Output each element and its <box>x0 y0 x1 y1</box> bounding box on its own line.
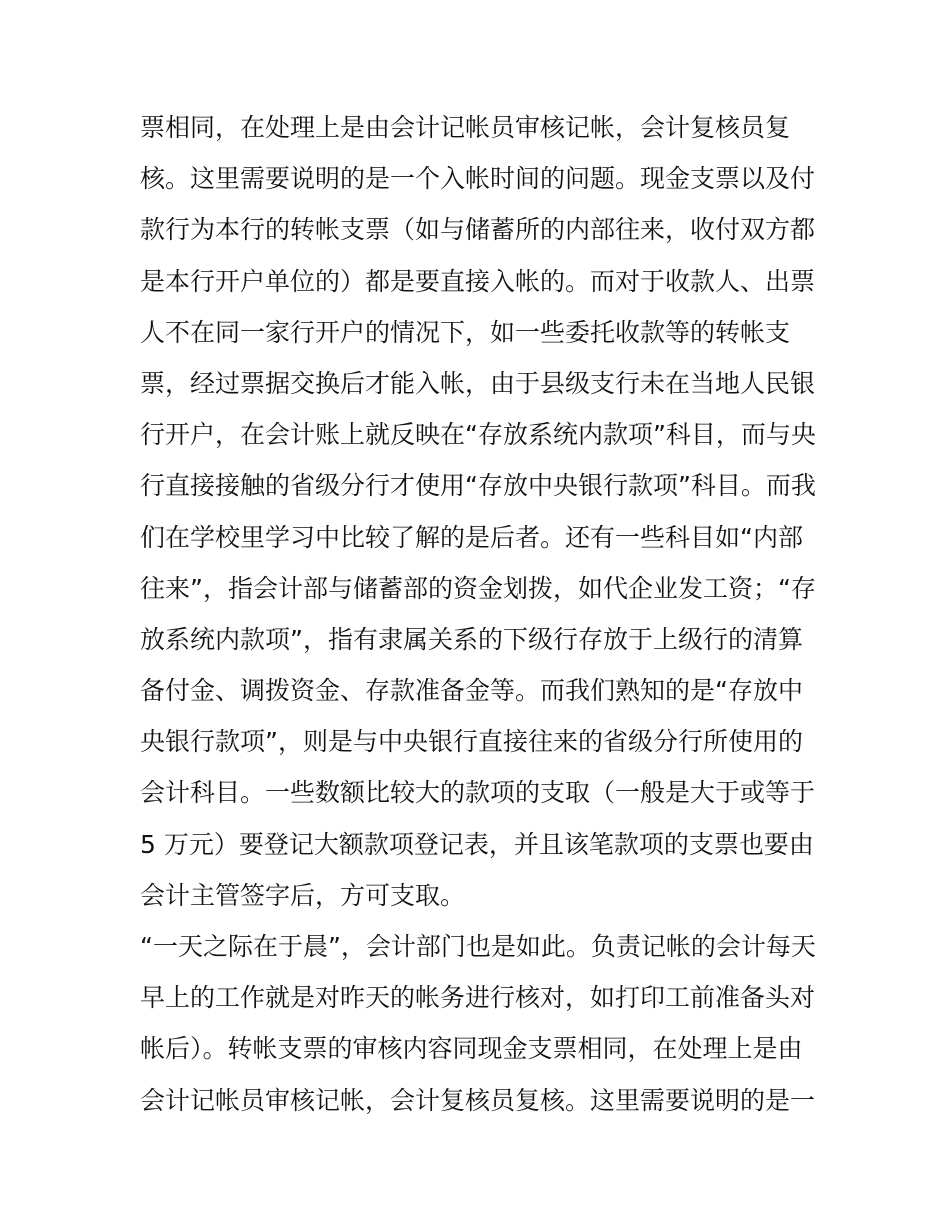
text-line: 票相同，在处理上是由会计记帐员审核记帐，会计复核员复 <box>140 113 791 142</box>
text-line: 早上的工作就是对昨天的帐务进行核对，如打印工前准备头对 <box>140 983 816 1013</box>
text-line: 行开户，在会计账上就反映在“存放系统内款项”科目，而与央 <box>140 420 816 450</box>
text-line: 放系统内款项”，指有隶属关系的下级行存放于上级行的清算 <box>140 624 803 654</box>
text-line: 是本行开户单位的）都是要直接入帐的。而对于收款人、出票 <box>140 266 816 296</box>
text-line: 往来”，指会计部与储蓄部的资金划拨，如代企业发工资；“存 <box>140 573 816 603</box>
text-line: 会计科目。一些数额比较大的款项的支取（一般是大于或等于 <box>140 778 816 808</box>
text-line: 央银行款项”，则是与中央银行直接往来的省级分行所使用的 <box>140 727 803 757</box>
text-line: 们在学校里学习中比较了解的是后者。还有一些科目如“内部 <box>140 522 803 552</box>
text-line: “一天之际在于晨”，会计部门也是如此。负责记帐的会计每天 <box>140 932 816 961</box>
body-text <box>140 102 820 1126</box>
text-line: 备付金、调拨资金、存款准备金等。而我们熟知的是“存放中 <box>140 676 803 706</box>
text-line: 核。这里需要说明的是一个入帐时间的问题。现金支票以及付 <box>140 164 816 194</box>
text-line: 款行为本行的转帐支票（如与储蓄所的内部往来，收付双方都 <box>140 215 816 245</box>
text-line: 票，经过票据交换后才能入帐，由于县级支行未在当地人民银 <box>140 368 816 398</box>
text-line: 行直接接触的省级分行才使用“存放中央银行款项”科目。而我 <box>140 471 816 501</box>
text-line: 会计主管签字后，方可支取。 <box>140 880 466 910</box>
text-line: 人不在同一家行开户的情况下，如一些委托收款等的转帐支 <box>140 317 791 347</box>
text-line: 5 万元）要登记大额款项登记表，并且该笔款项的支票也要由 <box>140 829 814 859</box>
text-line: 会计记帐员审核记帐，会计复核员复核。这里需要说明的是一 <box>140 1085 816 1115</box>
text-line: 帐后）。转帐支票的审核内容同现金支票相同，在处理上是由 <box>140 1034 803 1064</box>
